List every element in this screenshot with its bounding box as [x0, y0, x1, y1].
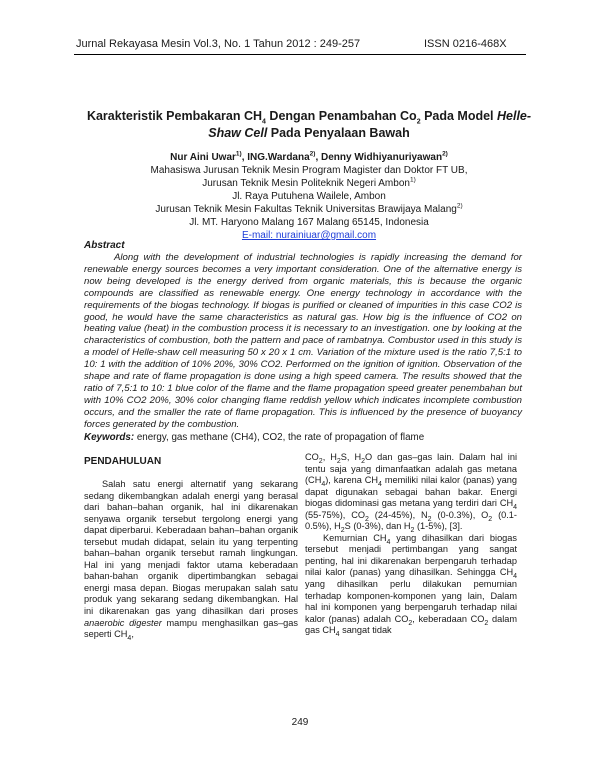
right-paragraph-2: Kemurnian $CH_4$ yang dihasilkan dari biogas tersebut menjadi pertimbangan yang sangat penting, hal ini dikarenakan berpengaruh terhadap nilai kalor (panas) yang dihasilkan. Sehingga $CH_4$ yang dihasilkan perlu dilakukan pemurnian terhadap komponen-komponen yang lain, Dalam hal ini komponen yang berpengaruh terhadap nilai kalor (panas) adalah $CO_2$, keberadaan $CO_2$ dalam gas $CH_4$ sangat tidak [305, 532, 517, 639]
keywords-text: energy, gas methane (CH4), CO2, the rate of propagation of flame [134, 432, 425, 443]
right-paragraph-1: $CO_2$, $H_2S$, $H_2O$ dan gas–gas lain. Dalam hal ini tentu saja yang dimanfaatkan adalah gas metana $(CH_4)$, karena $CH_4$ memiliki nilai kalor (panas) yang dapat digunakan sebagai bahan bakar. Energi biogas didominasi gas metana yang terdiri dari $CH_4$ (55-75%), $CO_2$ (24-45%), $N_2$ (0-0.3%), $O_2$ (0.1-0.5%), $H_2S$ (0-3%), dan $H_2$ (1-5%), [3]. [305, 452, 517, 535]
journal-header: Jurnal Rekayasa Mesin Vol.3, No. 1 Tahun 2012 : 249-257 [76, 38, 361, 50]
abstract-heading: Abstract [84, 240, 125, 251]
affiliation-2: Jurusan Teknik Mesin Politeknik Negeri Ambon$^{1)}$ [202, 176, 416, 189]
affiliation-1: Mahasiswa Jurusan Teknik Mesin Program Magister dan Doktor FT UB, [150, 165, 468, 176]
author-block [74, 151, 544, 242]
email-link[interactable]: E-mail: nurainiuar@gmail.com [241, 230, 377, 241]
affiliation-3: Jl. Raya Putuhena Wailele, Ambon [232, 191, 386, 202]
author-names: Nur Aini Uwar$^{1)}$, ING.Wardana$^{2)}$, Denny Widhiyanuriyawan$^{2)}$ [170, 150, 448, 163]
header-rule [74, 54, 526, 55]
keywords-label: Keywords: [84, 432, 135, 443]
keywords [84, 432, 524, 443]
issn-header: ISSN 0216-468X [424, 38, 507, 50]
affiliation-5: Jl. MT. Haryono Malang 167 Malang 65145, Indonesia [189, 217, 429, 228]
paper-title: Karakteristik Pembakaran $CH_4$ Dengan Penambahan $Co_2$ Pada Model Helle-Shaw Cell Pada Penyalaan Bawah [86, 109, 532, 140]
section-heading: PENDAHULUAN [84, 456, 162, 467]
abstract-body [84, 252, 522, 431]
left-column [84, 479, 298, 641]
affiliation-4: Jurusan Teknik Mesin Fakultas Teknik Universitas Brawijaya Malang$^{2)}$ [155, 202, 463, 215]
abstract-text: Along with the development of industrial technologies is rapidly increasing the demand for renewable energy sources becomes a very important consideration. One of the alternative energy is now being developed is the energy derived from organic materials, this is because the organic compounds are classified as renewable energy. One energy technology in accordance with the requirements of the biogas technology. If biogas is purified or cleaned of impurities in this case CO2 is good, he would have the same characteristics as natural gas. How big is the influence of CO2 on heating value (heat) in the combustion process it is necessary to an investigation. one by looking at the characteristics of combustion, both the pattern and pace of rambatnya. Combustor used in this study is a model of Helle-shaw cell measuring 50 x 20 x 1 cm. Variation of the mixture used is the ratio 7,5:1 to 10: 1 with the addition of 10% 20%, 30% CO2. Performed on the ignition of ignition. Observation of the shape and rate of flame propagation is done using a high speed camera. The results showed that the ratio of 7,5:1 to 10: 1 blue color of the flame and the flame propagation speed greater penembahan but with 10% CO2 20%, 30% color changing flame reddish yellow which indicates incomplete combustion occurs, and the smaller the rate of flame propagation. This is influenced by the presence of buoyancy forces generated by the combustion. [84, 252, 522, 430]
page-number: 249 [291, 717, 309, 728]
left-paragraph: Salah satu energi alternatif yang sekarang sedang dikembangkan adalah energi yang berasal dari bahan–bahan organik, hal ini dikarenakan senyawa organik tersebut tergolong energi yang dapat diperbarui. Keberadaan bahan–bahan organik tersebut mudah didapat, selain itu yang terpenting bahan–bahan organik tersebut ramah lingkungan. Hal ini yang menjadi faktor utama keberadaan bahan-bahan organik dipertimbangkan sebagai energi masa depan. Biogas merupakan salah satu produk yang sekarang sedang dikembangkan. Hal ini dikarenakan gas yang dihasilkan dari proses anaerobic digester mampu menghasilkan gas–gas seperti $CH_4$, [84, 479, 298, 642]
right-column [305, 452, 517, 637]
